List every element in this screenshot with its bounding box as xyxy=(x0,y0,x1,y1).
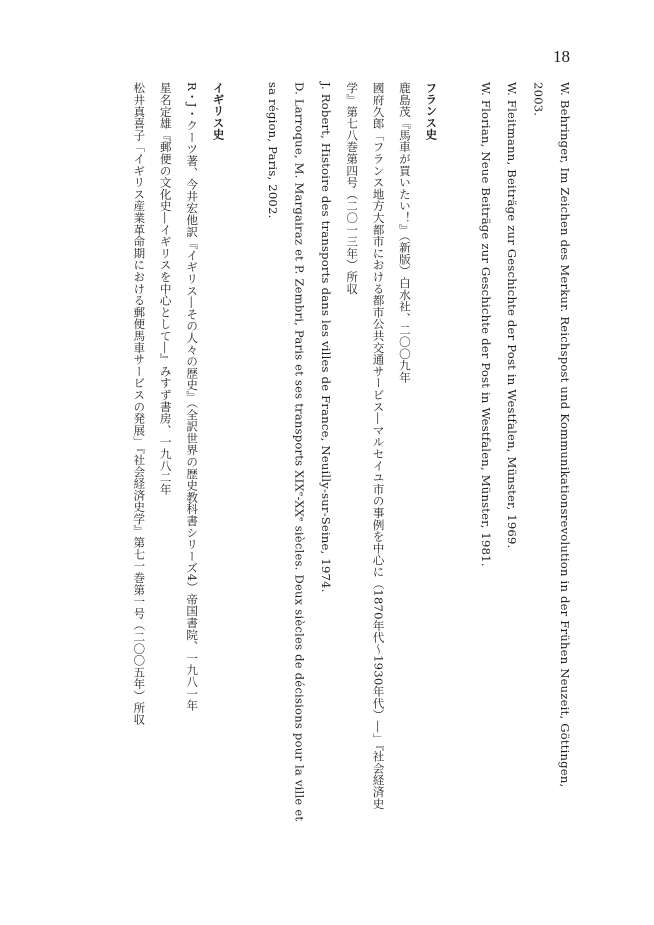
bibliography-body xyxy=(130,82,578,822)
bibliography-entry-behringer: W. Behringer, Im Zeichen des Merkur. Reichspost und Kommunikationsrevolution in der Frühen Neuzeit, Göttingen, 2003. xyxy=(531,82,572,788)
bibliography-entry-matsui: 松井真喜子「イギリス産業革命期における郵便馬車サービスの発展」『社会経済史学』第七一巻第一号（二〇〇五年）所収 xyxy=(132,82,147,726)
bibliography-entry-robert: J. Robert, Histoire des transports dans les villes de France, Neuilly-sur-Seine, 1974. xyxy=(318,82,333,593)
bibliography-entry-hoshina: 星名定雄『郵便の文化史―イギリスを中心として―』みすず書房、一九八二年 xyxy=(158,82,173,495)
section-heading-britain: イギリス史 xyxy=(211,82,226,140)
page-number: 18 xyxy=(553,47,570,66)
bibliography-entry-kashima: 鹿島茂『馬車が買いたい！』（新版）白水社、二〇〇九年 xyxy=(397,82,412,383)
bibliography-entry-fleitmann: W. Fleitmann, Beiträge zur Geschichte der Post in Westfalen, Münster, 1969. xyxy=(505,82,520,549)
bibliography-entry-larroque: D. Larroque, M. Margairaz et P. Zembri, Paris et ses transports XIXᵉ-XXᵉ siècles. Deux siècles de décisions pour la ville et sa région, Paris, 2002. xyxy=(265,82,307,822)
section-heading-france: フランス史 xyxy=(424,82,439,140)
bibliography-entry-florian: W. Florian, Neue Beiträge zur Geschichte der Post in Westfalen, Münster, 1981. xyxy=(478,82,493,567)
bibliography-entry-kofu: 國府久郎「フランス地方大都市における都市公共交通サービス―マルセイユ市の事例を中心に（1870年代～1930年代）―」『社会経済史学』第七八巻第四号（二〇一三年）所収 xyxy=(345,82,386,810)
bibliography-entry-coots: R・J・クーツ著、今井宏他訳『イギリス―その人々の歴史』（全訳世界の歴史教科書シリーズ4）帝国書院、一九八一年 xyxy=(185,82,200,712)
